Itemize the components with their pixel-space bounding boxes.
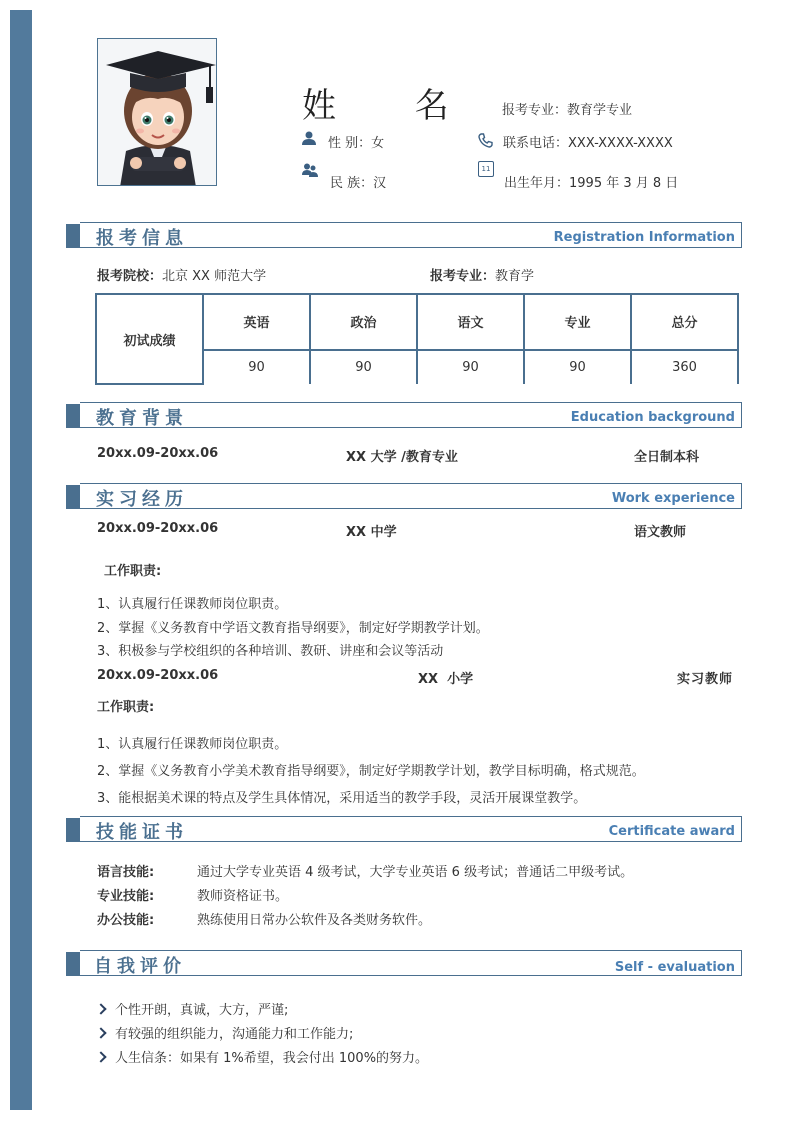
apply-major-value: 教育学 — [495, 269, 535, 284]
section-header-skills — [80, 816, 742, 842]
section-marker-apply — [66, 224, 80, 248]
skill-1-label: 语言技能: — [97, 865, 155, 880]
section-subtitle-intern: Work experience — [611, 491, 735, 506]
phone-label: 联系电话： — [503, 136, 569, 151]
header-ethnicity — [330, 172, 386, 191]
score-header-chinese: 语文 — [417, 294, 524, 350]
self-eval-item-3 — [97, 1047, 428, 1066]
section-title-self: 自我评价 — [94, 956, 186, 977]
ethnicity-value: 汉 — [373, 176, 387, 191]
apply-major — [430, 265, 534, 284]
intern-2-duty-label: 工作职责: — [97, 700, 155, 715]
skill-3-text: 熟练使用日常办公软件及各类财务软件。 — [197, 913, 432, 928]
intern-2-org: XX 小学 — [418, 672, 474, 687]
score-value-major: 90 — [524, 350, 631, 384]
intern-1-duty-1: 1、认真履行任课教师岗位职责。 — [97, 597, 288, 612]
score-header-major: 专业 — [524, 294, 631, 350]
exam-score-table — [95, 293, 739, 385]
score-header-politics: 政治 — [310, 294, 417, 350]
left-sidebar-bar — [10, 10, 32, 1110]
score-header-english: 英语 — [203, 294, 310, 350]
chevron-right-icon — [95, 1027, 106, 1038]
section-marker-skills — [66, 818, 80, 842]
gender-value: 女 — [371, 136, 385, 151]
education-period: 20xx.09-20xx.06 — [97, 446, 219, 461]
section-marker-education — [66, 404, 80, 428]
apply-school-value: 北京 XX 师范大学 — [162, 269, 267, 284]
intern-1-duty-2: 2、掌握《义务教育中学语文教育指导纲要》，制定好学期教学计划。 — [97, 621, 489, 636]
section-subtitle-skills: Certificate award — [608, 824, 735, 839]
birth-label: 出生年月： — [504, 176, 570, 191]
section-title-education: 教育背景 — [96, 408, 188, 429]
profile-photo — [97, 38, 217, 186]
avatar-graduate-illustration — [98, 39, 217, 186]
intern-1-period: 20xx.09-20xx.06 — [97, 521, 219, 536]
header-major — [502, 99, 632, 118]
section-marker-intern — [66, 485, 80, 509]
section-subtitle-education: Education background — [570, 410, 735, 425]
ethnicity-label: 民 族： — [330, 176, 374, 191]
intern-2-duty-2: 2、掌握《义务教育小学美术教育指导纲要》，制定好学期教学计划，教学目标明确，格式规范。 — [97, 764, 645, 779]
self-eval-text-2: 有较强的组织能力，沟通能力和工作能力; — [115, 1027, 354, 1042]
section-header-intern — [80, 483, 742, 509]
score-value-chinese: 90 — [417, 350, 524, 384]
chevron-right-icon — [95, 1051, 106, 1062]
candidate-name: 姓 名 — [302, 86, 483, 126]
phone-icon — [478, 133, 493, 148]
section-header-apply — [80, 222, 742, 248]
calendar-icon — [478, 161, 494, 177]
intern-1-role: 语文教师 — [634, 525, 687, 540]
score-value-politics: 90 — [310, 350, 417, 384]
section-title-intern: 实习经历 — [96, 489, 188, 510]
self-eval-item-2 — [97, 1023, 353, 1042]
calendar-day: 11 — [481, 165, 491, 173]
apply-major-label: 报考专业： — [430, 269, 496, 284]
section-title-apply: 报考信息 — [96, 228, 188, 249]
intern-1-duty-3: 3、积极参与学校组织的各种培训、教研、讲座和会议等活动 — [97, 644, 444, 659]
education-school: XX 大学 /教育专业 — [346, 450, 458, 465]
ethnicity-people-icon — [302, 163, 318, 177]
intern-1-org: XX 中学 — [346, 525, 397, 540]
gender-label: 性 别： — [328, 136, 372, 151]
header-phone — [503, 132, 673, 151]
apply-school-label: 报考院校： — [97, 269, 163, 284]
section-title-skills: 技能证书 — [96, 822, 188, 843]
header-birth — [504, 172, 678, 191]
self-eval-item-1 — [97, 999, 288, 1018]
section-marker-self — [66, 952, 80, 976]
chevron-right-icon — [95, 1003, 106, 1014]
score-value-english: 90 — [203, 350, 310, 384]
section-subtitle-apply: Registration Information — [553, 230, 735, 245]
skill-3-label: 办公技能: — [97, 913, 155, 928]
header-major-value: 教育学专业 — [567, 103, 633, 118]
skill-2-text: 教师资格证书。 — [197, 889, 289, 904]
header-gender — [328, 132, 384, 151]
birth-value: 1995 年 3 月 8 日 — [569, 176, 679, 191]
skill-1-text: 通过大学专业英语 4 级考试，大学专业英语 6 级考试；普通话二甲级考试。 — [197, 865, 634, 880]
section-header-education — [80, 402, 742, 428]
apply-school — [97, 265, 266, 284]
intern-1-duty-label: 工作职责: — [104, 564, 162, 579]
intern-2-period: 20xx.09-20xx.06 — [97, 668, 219, 683]
section-subtitle-self: Self - evaluation — [614, 960, 735, 975]
self-eval-text-3: 人生信条：如果有 1%希望，我会付出 100%的努力。 — [115, 1051, 429, 1066]
skill-2-label: 专业技能: — [97, 889, 155, 904]
self-eval-text-1: 个性开朗，真诚，大方，严谨; — [115, 1003, 289, 1018]
person-icon — [302, 131, 316, 145]
intern-2-duty-3: 3、能根据美术课的特点及学生具体情况，采用适当的教学手段，灵活开展课堂教学。 — [97, 791, 587, 806]
score-value-total: 360 — [631, 350, 738, 384]
education-degree: 全日制本科 — [634, 450, 700, 465]
section-header-self — [80, 950, 742, 976]
score-row-label: 初试成绩 — [96, 294, 203, 384]
intern-2-role: 实习教师 — [677, 672, 734, 687]
intern-2-duty-1: 1、认真履行任课教师岗位职责。 — [97, 737, 288, 752]
header-major-label: 报考专业： — [502, 103, 568, 118]
score-header-total: 总分 — [631, 294, 738, 350]
phone-value: XXX-XXXX-XXXX — [568, 136, 673, 151]
